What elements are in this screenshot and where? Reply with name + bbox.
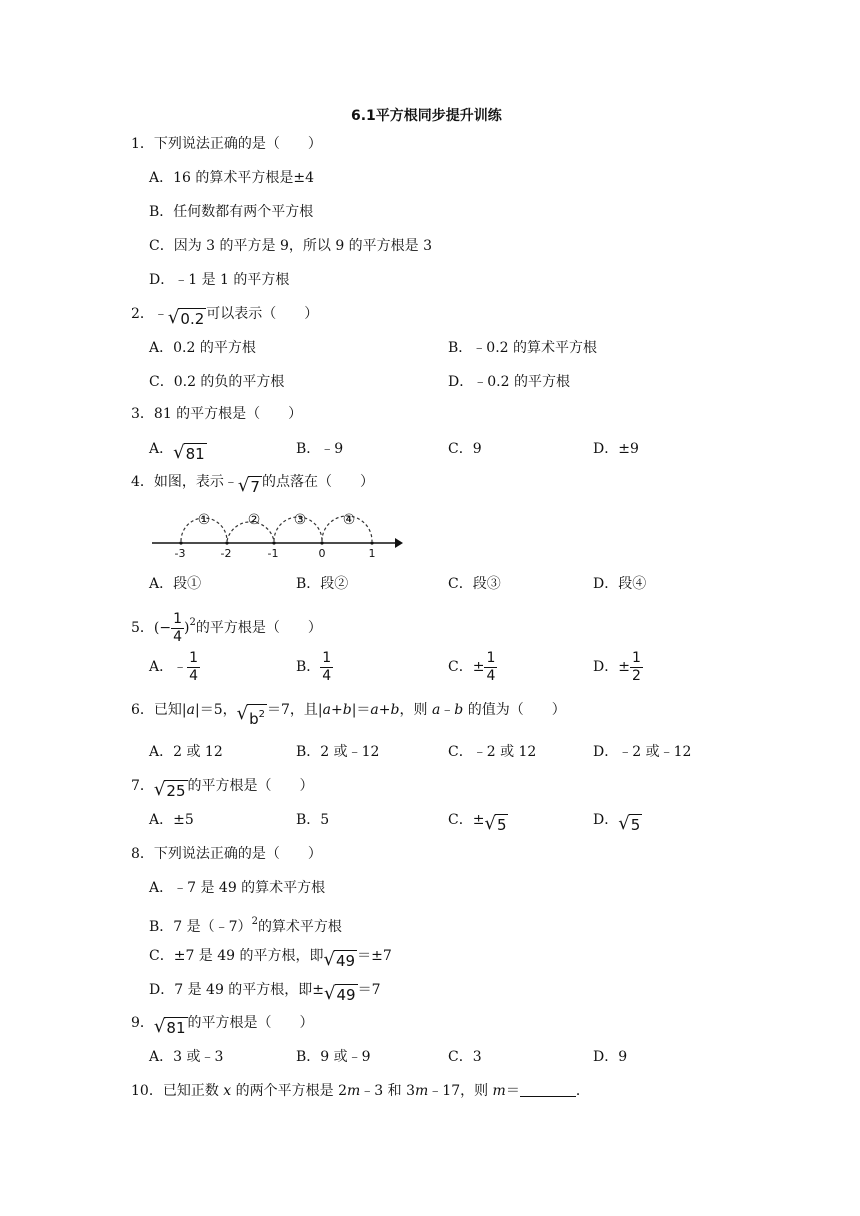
question-text: 如图，表示﹣ (153, 474, 238, 490)
question-text: 的平方根是（ ） (187, 1015, 314, 1031)
q2-option-b: B．﹣0.2 的算术平方根 (448, 340, 598, 356)
sqrt-expression: √ 5 (484, 813, 507, 834)
question-3-stem (131, 404, 302, 424)
text-part: ﹣17，则 (428, 1083, 493, 1099)
q6-option-a: A．2 或 12 (149, 744, 223, 760)
numerator: 1 (486, 649, 496, 666)
text-part: 的值为（ ） (463, 702, 566, 718)
question-text: 可以表示（ ） (206, 306, 319, 322)
question-text: 下列说法正确的是（ ） (153, 136, 322, 152)
sqrt-expression: √ 7 (237, 475, 260, 496)
tick-label: 0 (318, 547, 326, 560)
option-label: D． (593, 812, 619, 828)
q4-option-b: B．段② (296, 576, 349, 592)
denominator: 4 (322, 667, 332, 684)
question-number: 6． (131, 702, 154, 718)
denominator: 2 (631, 667, 641, 684)
q8-option-d (149, 980, 381, 1005)
exponent: 2 (258, 709, 266, 720)
variable-b: b (342, 702, 352, 718)
q9-option-a: A．3 或﹣3 (149, 1049, 224, 1065)
sign: ﹣ (173, 659, 188, 675)
left-paren: (− (153, 620, 172, 636)
radicand: 5 (496, 816, 507, 834)
segment-label: ③ (293, 512, 307, 528)
question-number: 1． (131, 136, 154, 152)
question-2-stem (131, 304, 318, 329)
question-number: 5． (131, 620, 154, 636)
answer-blank[interactable] (520, 1082, 576, 1097)
q5-option-b (296, 648, 333, 686)
question-number: 8． (131, 846, 154, 862)
exponent: 2 (251, 916, 258, 927)
text-part: ﹣3 和 3 (360, 1083, 415, 1099)
q1-option-b: B．任何数都有两个平方根 (149, 204, 314, 220)
option-label: B． (296, 659, 321, 675)
q8-option-b (149, 912, 342, 937)
radicand: 0.2 (180, 310, 205, 328)
q5-option-a (149, 648, 200, 686)
tick-label: -2 (220, 547, 232, 560)
question-1-stem (131, 134, 322, 154)
sqrt-expression: √ $b^2$ (236, 703, 266, 728)
radicand: 25 (166, 782, 186, 800)
question-text: 的平方根是（ ） (195, 620, 322, 636)
text-part: D．7 是 49 的平方根，即± (149, 982, 325, 998)
q2-option-c: C．0.2 的负的平方根 (149, 374, 285, 390)
radicand: 49 (336, 952, 356, 970)
text-part: 已知| (153, 702, 187, 718)
q4-option-d: D．段④ (593, 576, 647, 592)
sqrt-expression: √ 81 (173, 442, 205, 463)
q6-option-c: C．﹣2 或 12 (448, 744, 537, 760)
sqrt-expression: √ 49 (323, 949, 356, 970)
option-label: A． (149, 659, 174, 675)
axis-arrow (395, 538, 403, 548)
q9-option-c: C．3 (448, 1049, 482, 1065)
question-number: 3． (131, 406, 154, 422)
text-part: ＝7，且| (267, 702, 323, 718)
minus-sign: ﹣ (440, 702, 455, 718)
variable-a: a (186, 702, 195, 718)
tick-point (370, 541, 373, 544)
q3-option-c: C．9 (448, 441, 482, 457)
sqrt-expression: √ 49 (324, 983, 356, 1004)
q1-option-a: A．16 的算术平方根是±4 (149, 170, 315, 186)
q7-option-b: B．5 (296, 812, 330, 828)
numerator: 1 (631, 649, 641, 666)
option-label: C．± (448, 812, 485, 828)
question-text: 下列说法正确的是（ ） (153, 846, 322, 862)
number-line-figure (150, 506, 406, 560)
question-6-stem (131, 700, 566, 729)
text-part: ． (575, 1083, 590, 1099)
sign: ± (472, 659, 485, 675)
radicand-base: b (249, 710, 259, 728)
text-part: ，则 (399, 702, 432, 718)
q3-option-a (149, 439, 207, 464)
sign: ± (618, 659, 630, 675)
variable-m: m (492, 1083, 506, 1099)
question-number: 4． (131, 474, 154, 490)
question-text-tail: 的点落在（ ） (261, 474, 374, 490)
denominator: 4 (486, 667, 496, 684)
question-number: 9． (131, 1015, 154, 1031)
text-part: B．7 是（﹣7） (149, 919, 252, 935)
question-number: 2． (131, 306, 154, 322)
fraction (630, 650, 643, 685)
question-9-stem (131, 1013, 314, 1038)
variable-m: m (347, 1083, 361, 1099)
text-part: ＝±7 (357, 948, 392, 964)
radicand: 5 (630, 816, 641, 834)
sqrt-expression: √ 25 (153, 779, 186, 800)
right-paren: ) (184, 620, 190, 636)
question-text: 81 的平方根是（ ） (153, 406, 303, 422)
text-part: |＝ (351, 702, 371, 718)
segment-label: ② (247, 512, 261, 528)
q8-option-c (149, 946, 392, 971)
fraction (187, 650, 200, 685)
q3-option-d: D．±9 (593, 441, 639, 457)
q3-option-b: B．﹣9 (296, 441, 344, 457)
tick-point (320, 541, 323, 544)
option-label: C． (448, 659, 473, 675)
sqrt-expression: √ 5 (618, 813, 641, 834)
tick-point (179, 541, 182, 544)
option-label: A． (149, 441, 174, 457)
variable-b: b (390, 702, 400, 718)
question-7-stem (131, 776, 314, 801)
sqrt-expression: √ 0.2 (167, 307, 205, 328)
question-text: 的平方根是（ ） (187, 778, 314, 794)
question-number: 10． (131, 1083, 163, 1099)
plus-sign: + (378, 702, 391, 718)
fraction (320, 650, 333, 685)
text-part: C．±7 是 49 的平方根，即 (149, 948, 324, 964)
tick-label: -1 (267, 547, 279, 560)
q7-option-a: A．±5 (149, 812, 194, 828)
q9-option-d: D．9 (593, 1049, 628, 1065)
radicand: 81 (185, 445, 205, 463)
tick-label: -3 (174, 547, 186, 560)
exponent: 2 (189, 617, 196, 628)
option-label: D． (593, 659, 619, 675)
q2-option-a: A．0.2 的平方根 (149, 340, 256, 356)
question-number: 7． (131, 778, 154, 794)
radicand: 7 (250, 478, 260, 496)
radicand (247, 704, 267, 729)
variable-a: a (322, 702, 331, 718)
radicand: 49 (336, 986, 356, 1004)
q6-option-d: D．﹣2 或﹣12 (593, 744, 692, 760)
text-part: |＝5， (195, 702, 237, 718)
q9-option-b: B．9 或﹣9 (296, 1049, 371, 1065)
text-part: ＝7 (357, 982, 381, 998)
minus-sign: ﹣ (153, 306, 168, 322)
question-5-stem (131, 605, 322, 646)
segment-label: ④ (342, 512, 356, 528)
fraction (171, 611, 184, 646)
question-8-stem (131, 844, 322, 864)
q4-option-c: C．段③ (448, 576, 501, 592)
sqrt-expression: √ 81 (153, 1016, 186, 1037)
denominator: 4 (173, 628, 183, 645)
plus-sign: + (331, 702, 343, 718)
text-part: 的两个平方根是 2 (231, 1083, 347, 1099)
text-part: 的算术平方根 (257, 919, 342, 935)
segment-label: ① (197, 512, 211, 528)
q6-option-b: B．2 或﹣12 (296, 744, 380, 760)
variable-m: m (415, 1083, 429, 1099)
tick-point (225, 541, 228, 544)
variable-b: b (454, 702, 464, 718)
variable-a: a (431, 702, 441, 718)
q8-option-a: A．﹣7 是 49 的算术平方根 (149, 880, 326, 896)
q1-option-d: D．﹣1 是 1 的平方根 (149, 272, 290, 288)
fraction (484, 650, 497, 685)
numerator: 1 (173, 610, 183, 627)
text-part: ＝ (505, 1083, 520, 1099)
variable-a: a (370, 702, 379, 718)
tick-point (272, 541, 275, 544)
q5-option-c (448, 648, 497, 686)
q1-option-c: C．因为 3 的平方是 9，所以 9 的平方根是 3 (149, 238, 433, 254)
question-4-stem (131, 472, 374, 497)
q5-option-d (593, 648, 643, 686)
numerator: 1 (189, 649, 199, 666)
question-10-stem (131, 1081, 590, 1101)
q7-option-c (448, 810, 508, 835)
page-title: 6.1平方根同步提升训练 (351, 108, 502, 124)
q4-option-a: A．段① (149, 576, 202, 592)
variable-x: x (223, 1083, 232, 1099)
q2-option-d: D．﹣0.2 的平方根 (448, 374, 570, 390)
q7-option-d (593, 810, 642, 835)
tick-label: 1 (368, 547, 376, 560)
numerator: 1 (322, 649, 332, 666)
text-part: 已知正数 (162, 1083, 224, 1099)
denominator: 4 (189, 667, 199, 684)
radicand: 81 (166, 1019, 186, 1037)
